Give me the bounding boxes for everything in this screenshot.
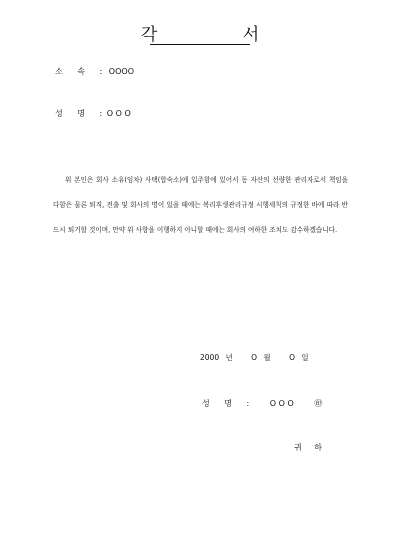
date-month-unit: 월 xyxy=(263,353,271,362)
name-label: 성 명 : xyxy=(55,109,103,118)
signature-label: 성 명 : xyxy=(202,399,250,408)
affiliation-label: 소 속 : xyxy=(55,67,103,76)
seal-mark: ㊞ xyxy=(314,399,323,408)
name-value: O O O xyxy=(106,109,131,118)
signature-row xyxy=(202,398,322,409)
title-underline xyxy=(150,44,250,45)
pledge-body xyxy=(53,168,348,243)
date-month: O xyxy=(251,353,258,362)
signature-value: O O O xyxy=(269,399,294,408)
date-year-unit: 년 xyxy=(225,353,233,362)
affiliation-value: OOOO xyxy=(108,67,134,76)
date-day-unit: 일 xyxy=(301,353,309,362)
date-year: 2000 xyxy=(200,353,220,362)
date-row xyxy=(200,352,309,363)
affiliation-row xyxy=(55,66,134,77)
addressee: 귀 하 xyxy=(294,443,322,452)
name-row xyxy=(55,108,131,119)
document-title: 각 서 xyxy=(140,25,300,45)
date-day: O xyxy=(289,353,295,362)
pledge-paragraph: 위 본인은 회사 소유(임차) 사택(합숙소)에 입주함에 있어서 동 자산의 선량한 관리자로서 책임을 다함은 물론 퇴직, 전출 및 회사의 명이 있을 때에는 복리후생관리규정 시행세칙의 규정한 바에 따라 반드시 퇴거할 것이며, 만약 위 사항을 이행하지 아니할 때에는 회사의 여하한 조치도 감수하겠습니다. xyxy=(53,176,348,234)
